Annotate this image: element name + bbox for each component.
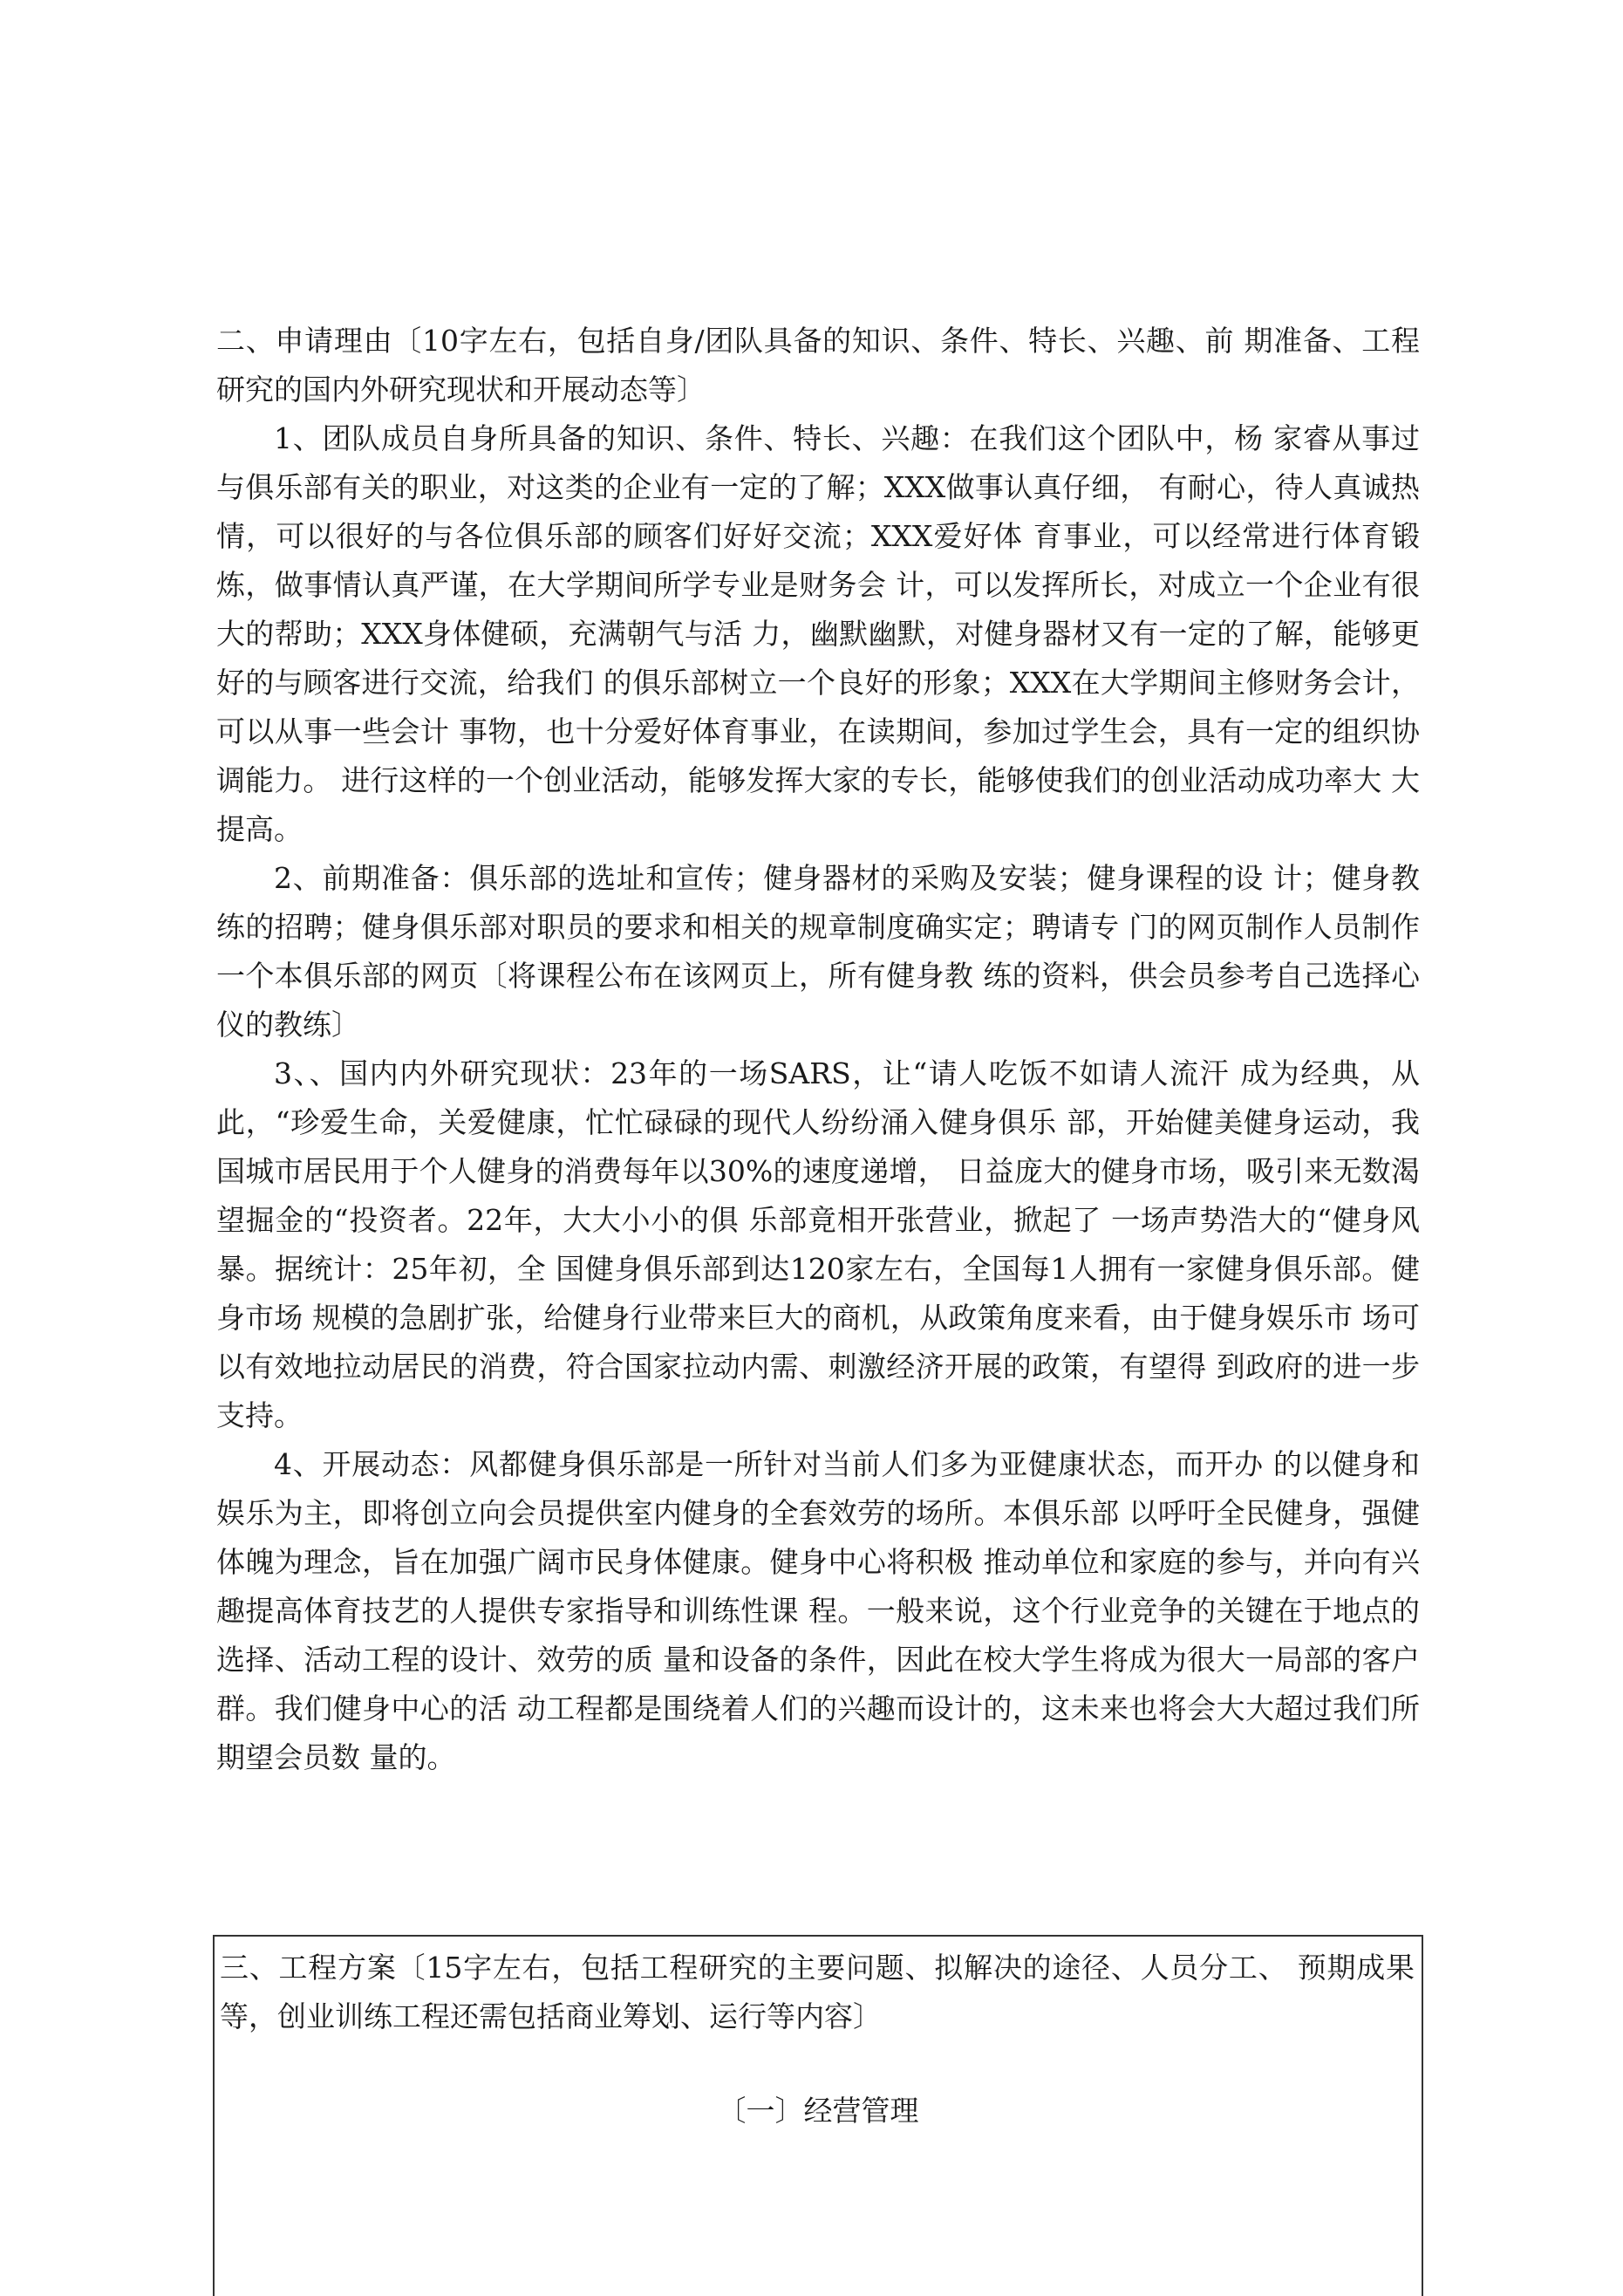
paragraph-preparation: 2、前期准备：俱乐部的选址和宣传；健身器材的采购及安装；健身课程的设 计；健身教练的招聘；健身俱乐部对职员的要求和相关的规章制度确实定；聘请专 门的网页制作人员制作一个本俱乐部的网页〔将课程公布在该网页上，所有健身教 练的资料，供会员参考自己选择心仪的教练〕	[216, 861, 1420, 1042]
paragraph-development-trend: 4、开展动态：风都健身俱乐部是一所针对当前人们多为亚健康状态，而开办 的以健身和娱乐为主，即将创立向会员提供室内健身的全套效劳的场所。本俱乐部 以呼吁全民健身，强健体魄为理念，旨在加强广阔市民身体健康。健身中心将积极 推动单位和家庭的参与，并向有兴趣提高体育技艺的人提供专家指导和训练性课 程。一般来说，这个行业竞争的关键在于地点的选择、活动工程的设计、效劳的质 量和设备的条件，因此在校大学生将成为很大一局部的客户群。我们健身中心的活 动工程都是围绕着人们的兴趣而设计的，这未来也将会大大超过我们所期望会员数 量的。	[216, 1447, 1420, 1774]
section-3-heading: 三、工程方案〔15字左右，包括工程研究的主要问题、拟解决的途径、人员分工、 预期成果等，创业训练工程还需包括商业筹划、运行等内容〕	[220, 1951, 1415, 2033]
section-3-subheading: 〔一〕经营管理	[717, 2094, 919, 2128]
paragraph-research-status: 3、、国内内外研究现状：23年的一场SARS，让“请人吃饭不如请人流汗 成为经典，从此，“珍爱生命，关爱健康，忙忙碌碌的现代人纷纷涌入健身俱乐 部，开始健美健身运动，我国城市居民用于个人健身的消费每年以30%的速度递增， 日益庞大的健身市场，吸引来无数渴望掘金的“投资者。22年，大大小小的俱 乐部竟相开张营业，掀起了 一场声势浩大的“健身风暴。据统计：25年初，全 国健身俱乐部到达120家左右，全国每1人拥有一家健身俱乐部。健身市场 规模的急剧扩张，给健身行业带来巨大的商机，从政策角度来看，由于健身娱乐市 场可以有效地拉动居民的消费，符合国家拉动内需、刺激经济开展的政策，有望得 到政府的进一步支持。	[216, 1056, 1420, 1432]
section-2-body	[216, 414, 1420, 1782]
section-3-box	[213, 1935, 1423, 2296]
section-2-heading: 二、申请理由〔10字左右，包括自身/团队具备的知识、条件、特长、兴趣、前 期准备、工程研究的国内外研究现状和开展动态等〕	[216, 324, 1420, 407]
paragraph-team-members: 1、团队成员自身所具备的知识、条件、特长、兴趣：在我们这个团队中，杨 家睿从事过与俱乐部有关的职业，对这类的企业有一定的了解；XXX做事认真仔细， 有耐心，待人真诚热情，可以很好的与各位俱乐部的顾客们好好交流；XXX爱好体 育事业，可以经常进行体育锻炼，做事情认真严谨，在大学期间所学专业是财务会 计，可以发挥所长，对成立一个企业有很大的帮助；XXX身体健硕，充满朝气与活 力，幽默幽默，对健身器材又有一定的了解，能够更好的与顾客进行交流，给我们 的俱乐部树立一个良好的形象；XXX在大学期间主修财务会计，可以从事一些会计 事物，也十分爱好体育事业，在读期间，参加过学生会，具有一定的组织协调能力。 进行这样的一个创业活动，能够发挥大家的专长，能够使我们的创业活动成功率大 大提高。	[216, 421, 1420, 846]
